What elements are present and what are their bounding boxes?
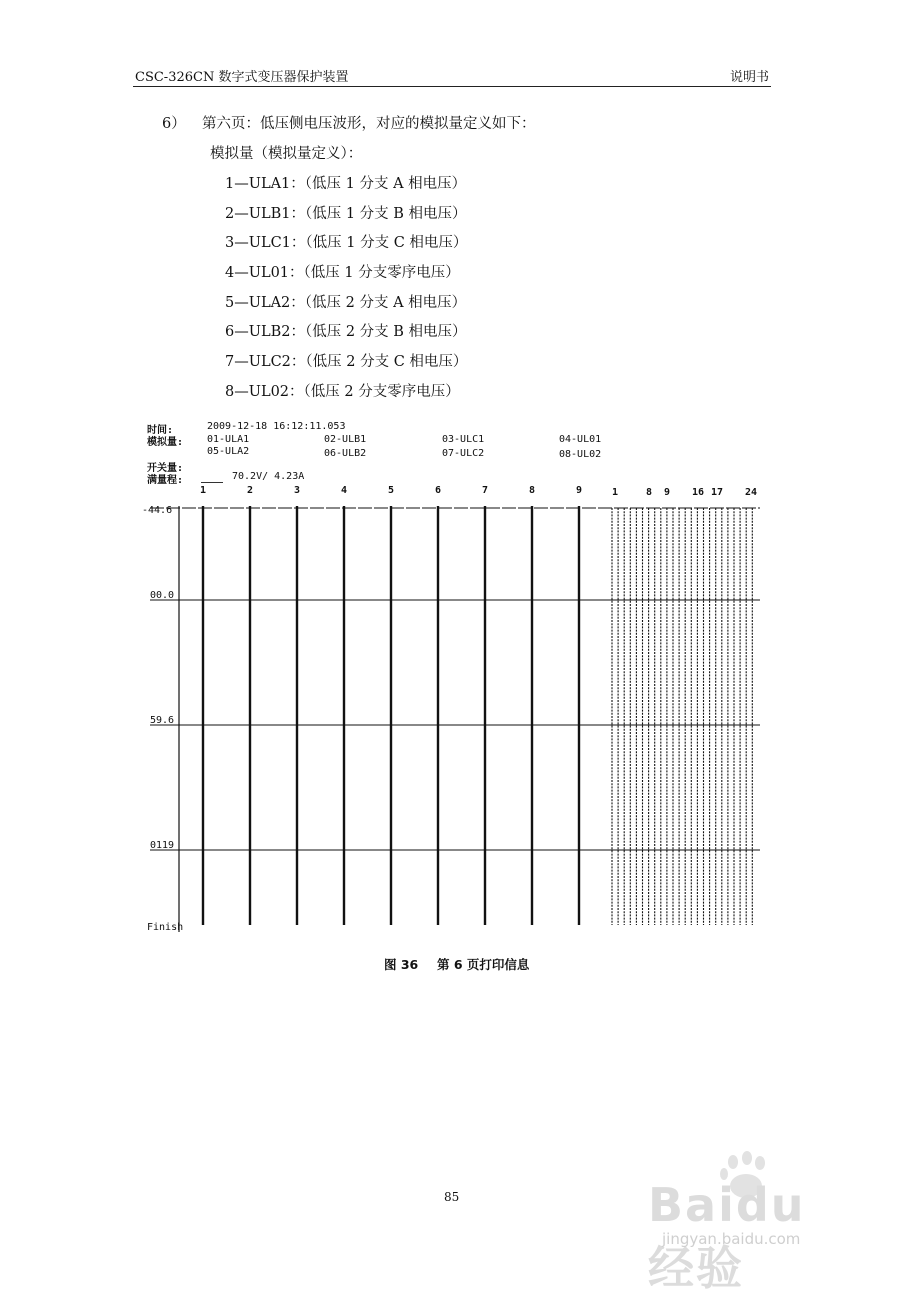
tick-label: 4 (341, 485, 348, 496)
tick-label: 9 (664, 487, 671, 498)
tick-label: 5 (388, 485, 395, 496)
y-axis-label: 0119 (150, 840, 175, 851)
list-item: 7—ULC2：（低压 2 分支 C 相电压） (225, 354, 468, 370)
printout-time-label: 时间: (147, 425, 174, 436)
printout-range-label: 满量程: (147, 475, 184, 486)
analog-subheading: 模拟量（模拟量定义）： (210, 146, 363, 162)
y-axis-label: 59.6 (150, 715, 175, 726)
printout-range-value: 70.2V/ 4.23A (232, 471, 305, 482)
printout-footer: Finish (147, 922, 184, 933)
y-axis-label: -44.6 (142, 505, 173, 516)
list-item: 3—ULC1：（低压 1 分支 C 相电压） (225, 235, 468, 251)
tick-label: 2 (247, 485, 254, 496)
tick-label: 1 (612, 487, 619, 498)
printout-channel: 03-ULC1 (442, 434, 485, 445)
figure-caption: 第 6 页打印信息 (437, 957, 530, 972)
baidu-watermark (648, 1150, 848, 1295)
watermark-brand: Baidu 经验 (648, 1178, 806, 1295)
section-number: 6） (162, 116, 186, 132)
list-item: 1—ULA1：（低压 1 分支 A 相电压） (225, 176, 467, 192)
figure-number: 图 36 (384, 957, 419, 972)
header-doc-type: 说明书 (730, 70, 770, 85)
list-item: 6—ULB2：（低压 2 分支 B 相电压） (225, 324, 467, 340)
watermark-url: jingyan.baidu.com (662, 1230, 801, 1248)
printout-channel: 01-ULA1 (207, 434, 250, 445)
tick-label: 8 (646, 487, 653, 498)
header-title: CSC-326CN 数字式变压器保护装置 (135, 70, 349, 85)
printout-analog-label: 模拟量: (147, 437, 184, 448)
printout-time-value: 2009-12-18 16:12:11.053 (207, 421, 346, 432)
list-item: 4—UL01：（低压 1 分支零序电压） (225, 265, 460, 281)
page-number: 85 (444, 1190, 460, 1204)
printout-channel: 02-ULB1 (324, 434, 367, 445)
section-title: 第六页：低压侧电压波形，对应的模拟量定义如下： (202, 116, 536, 132)
list-item: 8—UL02：（低压 2 分支零序电压） (225, 384, 460, 400)
printout-channel: 05-ULA2 (207, 446, 250, 457)
printout-channel: 07-ULC2 (442, 448, 485, 459)
tick-label: 9 (576, 485, 583, 496)
printout-channel: 06-ULB2 (324, 448, 367, 459)
list-item: 2—ULB1：（低压 1 分支 B 相电压） (225, 206, 467, 222)
list-item: 5—ULA2：（低压 2 分支 A 相电压） (225, 295, 467, 311)
tick-label: 1 (200, 485, 207, 496)
y-axis-label: 00.0 (150, 590, 175, 601)
printout-channel: 04-UL01 (559, 434, 602, 445)
tick-label: 7 (482, 485, 489, 496)
tick-label: 17 (711, 487, 724, 498)
printout-channel: 08-UL02 (559, 449, 602, 460)
tick-label: 24 (745, 487, 758, 498)
tick-label: 6 (435, 485, 442, 496)
tick-label: 16 (692, 487, 705, 498)
tick-label: 8 (529, 485, 536, 496)
tick-label: 3 (294, 485, 301, 496)
printout-switch-label: 开关量: (147, 463, 184, 474)
